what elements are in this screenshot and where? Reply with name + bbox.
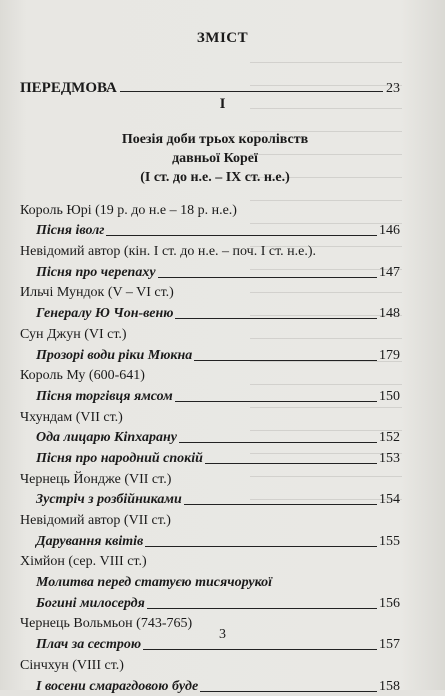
toc-author-entry bbox=[20, 654, 400, 675]
toc-poem-entry bbox=[20, 385, 400, 406]
entry-page-number: 179 bbox=[379, 347, 400, 363]
entry-page-number: 147 bbox=[379, 264, 400, 280]
entry-page-number: 157 bbox=[379, 637, 400, 653]
leader-line bbox=[175, 318, 377, 319]
toc-author-entry bbox=[20, 406, 400, 427]
leader-line bbox=[175, 401, 377, 402]
leader-line bbox=[147, 608, 377, 609]
toc-poem-entry bbox=[20, 447, 400, 468]
author-name: Хімйон (сер. VIII ст.) bbox=[20, 554, 147, 570]
entry-page-number: 158 bbox=[379, 678, 400, 694]
page-number: 3 bbox=[219, 627, 226, 642]
leader-line bbox=[145, 546, 377, 547]
author-name: Невідомий автор (VII ст.) bbox=[20, 513, 171, 528]
poem-title: Дарування квітів bbox=[36, 533, 144, 549]
poem-title: Зустріч з розбійниками bbox=[36, 492, 182, 508]
entry-page-number: 150 bbox=[379, 388, 400, 404]
toc-poem-entry bbox=[20, 261, 400, 282]
poem-title: Пісня торгівця ямсом bbox=[36, 388, 173, 404]
toc-author-entry bbox=[20, 282, 400, 303]
toc-poem-entry bbox=[20, 571, 400, 592]
page-title: ЗМІСТ bbox=[196, 30, 249, 46]
toc-poem-entry bbox=[20, 592, 400, 613]
entry-page-number: 154 bbox=[379, 492, 400, 508]
toc-author-entry bbox=[20, 323, 400, 344]
toc-poem-entry bbox=[20, 302, 400, 323]
toc-author-entry bbox=[20, 509, 400, 530]
poem-title: Пісня про народний спокій bbox=[36, 450, 203, 466]
poem-title: Пісня про черепаху bbox=[36, 264, 156, 280]
poem-title: Плач за сестрою bbox=[36, 637, 142, 653]
author-name: Ильчі Мундок (V – VI ст.) bbox=[20, 285, 174, 301]
entry-page-number: 152 bbox=[379, 430, 400, 446]
toc-author-entry bbox=[20, 199, 400, 220]
toc-poem-entry bbox=[20, 675, 400, 696]
heading-line: (I ст. до н.е. – IX ст. н.е.) bbox=[140, 170, 290, 185]
author-name: Невідомий автор (кін. I ст. до н.е. – поч. I ст. н.е.). bbox=[20, 244, 317, 260]
poem-title: Генералу Ю Чон-веню bbox=[36, 306, 174, 322]
leader-line bbox=[184, 504, 377, 505]
toc-entries bbox=[20, 199, 400, 696]
author-name: Чернець Вольмьон (743-765) bbox=[20, 616, 193, 632]
leader-line bbox=[120, 91, 383, 92]
poem-title: І восени смарагдовою буде bbox=[36, 678, 199, 694]
entry-page-number: 148 bbox=[379, 306, 400, 322]
leader-line bbox=[179, 442, 377, 443]
poem-title: Ода лицарю Кіпхарану bbox=[36, 430, 178, 446]
leader-line bbox=[143, 649, 377, 650]
author-name: Сун Джун (VI ст.) bbox=[20, 326, 127, 342]
preface-page: 23 bbox=[386, 81, 400, 96]
section-heading bbox=[60, 130, 370, 187]
entry-page-number: 155 bbox=[379, 533, 400, 549]
author-name: Король Му (600-641) bbox=[20, 368, 145, 384]
toc-poem-entry bbox=[20, 489, 400, 510]
author-name: Чернець Йондже (VII ст.) bbox=[20, 471, 172, 487]
leader-line bbox=[205, 463, 377, 464]
author-name: Король Юрі (19 р. до н.е – 18 р. н.е.) bbox=[20, 202, 237, 218]
preface-label: ПЕРЕДМОВА bbox=[20, 80, 117, 96]
toc-author-entry bbox=[20, 240, 400, 261]
heading-line: Поезія доби трьох королівств bbox=[121, 132, 309, 147]
entry-page-number: 153 bbox=[379, 450, 400, 466]
toc-author-entry bbox=[20, 365, 400, 386]
poem-title: Пісня іволг bbox=[36, 223, 105, 239]
poem-title: Прозорі води ріки Мюкна bbox=[36, 347, 193, 363]
poem-title: Богині милосердя bbox=[36, 595, 145, 611]
toc-author-entry bbox=[20, 551, 400, 572]
leader-line bbox=[106, 235, 377, 236]
toc-poem-entry bbox=[20, 530, 400, 551]
preface-entry bbox=[20, 80, 400, 97]
leader-line bbox=[194, 360, 377, 361]
section-number: I bbox=[219, 96, 226, 112]
author-name: Сінчхун (VIII ст.) bbox=[20, 657, 124, 673]
heading-line: давньої Кореї bbox=[172, 151, 258, 166]
toc-poem-entry bbox=[20, 427, 400, 448]
entry-page-number: 156 bbox=[379, 595, 400, 611]
entry-page-number: 146 bbox=[379, 223, 400, 239]
author-name: Чхундам (VII ст.) bbox=[20, 409, 123, 425]
toc-author-entry bbox=[20, 468, 400, 489]
leader-line bbox=[158, 277, 377, 278]
leader-line bbox=[200, 691, 377, 692]
toc-poem-entry bbox=[20, 344, 400, 365]
poem-title: Молитва перед статуєю тисячорукої bbox=[36, 575, 273, 591]
toc-poem-entry bbox=[20, 220, 400, 241]
